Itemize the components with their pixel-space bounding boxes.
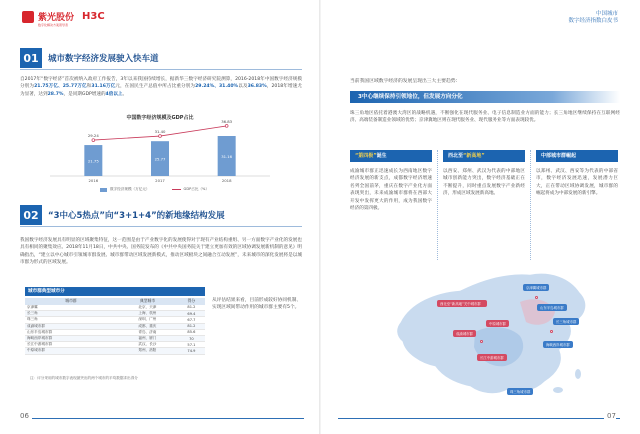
highlight: 29.24%、31.40% (195, 84, 239, 90)
table-header: 城市群 (25, 298, 117, 305)
table-row (25, 348, 205, 354)
highlight: 21.75万亿、25.77万亿 (34, 84, 87, 90)
table-cell: 山东半岛城市群 (25, 329, 117, 335)
map-label-pearl-delta: 珠三角城市群 (507, 388, 533, 395)
chart-title: 中国数字经济规模及GDP占比 (126, 115, 194, 121)
section-1-heading (20, 48, 159, 68)
table-cell: 北京、天津 (117, 305, 178, 311)
map-label-chengyu: 成渝城市群 (453, 330, 476, 337)
table-cell: 福州、厦门 (117, 335, 178, 341)
section-title: 城市数字经济发展驶入快车道 (48, 54, 159, 64)
legend-item-line (172, 187, 210, 192)
logo-h3c: H3C (82, 11, 105, 22)
table-cell: 珠三角 (25, 317, 117, 323)
column-3-heading (536, 150, 618, 162)
china-map-island (553, 387, 563, 393)
map-pin-icon (480, 340, 483, 343)
column-title: 新高地 (466, 153, 482, 159)
legend-label: GDP占比（%） (183, 187, 210, 191)
report-title-line: 中国城市 (595, 11, 618, 17)
map-label-middle-yangtze: 长江中游城市群 (477, 354, 507, 361)
column-title: 中部城市群崛起 (541, 153, 577, 159)
chart-legend (100, 187, 209, 192)
legend-label: 数字经济规模（万亿元） (110, 187, 150, 191)
map-pin-icon (550, 330, 553, 333)
city-cluster-table (25, 298, 205, 355)
table-cell: 81.2 (178, 305, 205, 311)
column-2-heading (443, 150, 525, 162)
map-label-west-strait: 海峡西岸城市群 (543, 341, 573, 348)
column-title: 第四极 (358, 153, 374, 159)
table-title: 城市群典型城市分 (25, 287, 205, 296)
text-run: 自2017年“数字经济”首次被纳入政府工作报告，3年以来我国持续增长，据新华三数字经济研究院测算，2016-2018年中国数字经济规模分别为 (20, 77, 302, 90)
highlight: 31.16万亿 (91, 84, 116, 90)
page-number-right: 07 (604, 412, 616, 420)
section-number: 01 (20, 48, 42, 68)
unis-logo-icon (22, 11, 34, 23)
quote-mark: “ (463, 153, 467, 159)
text-run: 以及 (238, 84, 248, 90)
legend-line-swatch (172, 189, 181, 190)
section-1-paragraph (20, 76, 302, 98)
line-point (159, 135, 162, 138)
table-cell: 74.9 (178, 348, 205, 354)
line-value-label: 29.24 (87, 133, 99, 139)
column-1-body: 成渝城市群正迅速成长为西南地区数字经济发展的新支点，成都数字经济增速名列全国前茅，重庆在数字产业化方面表现突出，未来成渝城市群将在西部大开发中发挥更大的作用，成为我国数字经济的第四极。 (350, 169, 432, 212)
column-title-suffix: 诞生 (376, 153, 387, 159)
footer-line (20, 418, 304, 419)
x-tick-label: 2017 (155, 178, 165, 183)
banner-text: 3中心继续保持引领地位，但发展方向分化 (358, 94, 463, 100)
table-cell: 郑州、洛阳 (117, 348, 178, 354)
section-divider (20, 226, 302, 227)
gdp-chart (0, 118, 320, 188)
table-cell: 上海、杭州 (117, 311, 178, 317)
text-run: 。 (122, 91, 128, 97)
map-label-jingjinji: 京津冀城市群 (523, 284, 549, 291)
table-cell: 70 (178, 335, 205, 341)
table-header: 得分 (178, 298, 205, 305)
x-tick-label: 2016 (88, 178, 99, 183)
map-pin-icon (535, 296, 538, 299)
trend-banner (350, 91, 620, 103)
brand-logo (22, 10, 105, 23)
section-2-heading (20, 205, 225, 225)
table-cell: 中原城市群 (25, 348, 117, 354)
highlight: 36.83% (247, 84, 267, 90)
bar-value-label: 31.16 (221, 154, 233, 159)
table-cell: 成都、重庆 (117, 323, 178, 329)
map-label-yangtze-delta: 长三角城市群 (553, 318, 579, 325)
quote-mark: “ (355, 153, 359, 159)
page-number-left: 06 (20, 412, 32, 420)
section-title: “3中心5热点”向“3+1+4”的新地缘结构发展 (48, 211, 225, 221)
table-cell: 85.6 (178, 329, 205, 335)
china-map (380, 262, 610, 412)
table-cell: 武汉、长沙 (117, 342, 178, 348)
map-label-zhongyuan: 中原城市群 (486, 320, 509, 327)
table-cell: 青岛、济南 (117, 329, 178, 335)
legend-swatch (100, 188, 107, 192)
table-cell: 深圳、广州 (117, 317, 178, 323)
bar-value-label: 25.77 (154, 156, 166, 162)
column-title-prefix: 西北至 (448, 153, 464, 159)
legend-item-bar (100, 187, 150, 192)
map-label-guanzhong: 西北至“新高地”关中城市群 (437, 300, 487, 307)
column-3-body: 以郑州、武汉、西安等为代表的中部省市，数字经济发展迅速，发展潜力巨大，正在带动区域协调发展，城市群的崛起将成为中部发展的新引擎。 (536, 169, 618, 197)
line-value-label: 31.40 (154, 129, 166, 135)
x-tick-label: 2018 (221, 178, 232, 183)
footer-line (338, 418, 620, 419)
section-number: 02 (20, 205, 42, 225)
report-title (568, 11, 618, 25)
line-point (225, 125, 228, 128)
table-cell: 长江中游城市群 (25, 342, 117, 348)
table-note: 注：评分采用的城市数字表现最突出的两个城市的平均数据求出得分 (30, 376, 138, 380)
table-cell: 成渝城市群 (25, 323, 117, 329)
text-run: 和 (86, 84, 92, 90)
section-divider (20, 69, 302, 70)
trends-intro: 当前我国区域数字经济的发展呈现出三大主要趋势： (350, 79, 461, 84)
table-cell: 67.7 (178, 317, 205, 323)
table-cell: 京津冀 (25, 305, 117, 311)
logo-text: 紫光股份 (38, 13, 75, 23)
column-divider (437, 150, 438, 260)
highlight: 28.7% (47, 91, 64, 97)
bar-value-label: 21.75 (87, 158, 99, 164)
text-run: ，是同期GDP增速的 (63, 91, 106, 97)
table-side-text: 从评估结果来看，目前形成较好协同机制、实现区域间带动作用的城市群主要有5个。 (212, 298, 302, 311)
logo-subtitle: 数字化解决方案领导者 (38, 23, 69, 27)
column-1-heading (350, 150, 432, 162)
table-cell: 81.2 (178, 323, 205, 329)
column-2-body: 以西安、郑州、武汉为代表的中部地区城市创新能力突出，数字经济基础正在不断提升，同时重点发展数字产业新经济，形成区域发展新高地。 (443, 169, 525, 197)
table-cell: 长三角 (25, 311, 117, 317)
quote-mark: ” (481, 153, 485, 159)
table-header: 典型城市 (117, 298, 178, 305)
table-cell: 海峡西岸城市群 (25, 335, 117, 341)
table-cell: 57.1 (178, 342, 205, 348)
trend-paragraph: 珠三角地区依托着港澳大湾区的战略机遇，不断强化在现代服务业、电子信息制造业方面的能力；长三角地区继续保持在互联网经济、高端装备制造业领域的优势；京津冀地区则在现代服务业、现代服务业等方面表现较优。 (350, 111, 620, 124)
table-cell: 69.4 (178, 311, 205, 317)
section-2-paragraph: 我国数字经济发展具有明显的区域聚集特征，这一范围是由于产业数字化的发展使得对于现有产业结构重组、另一方面数字产业化的发展也具有相同的聚集效应。2018年11月18日，中共中央、国务院发布的《中共中央国务院关于建立更加有效的区域协调发展新机制的意见》明确指出，“建立以中心城市引领城市群发展、城市群带动区域发展新模式，推动区域板块之间融合互动发展”，未来城市的深化发展将是以城市群为形式的区域发展。 (20, 238, 302, 266)
china-map-island (575, 369, 581, 379)
book-spine (319, 0, 321, 434)
report-title-line: 数字经济指数白皮书 (568, 18, 618, 24)
map-label-shandong: 山东半岛城市群 (537, 304, 567, 311)
column-divider (530, 150, 531, 260)
quote-mark: ” (373, 153, 377, 159)
line-value-label: 36.83 (221, 118, 233, 124)
text-run: 元，在国民生产总值中所占比重分别为 (115, 84, 196, 90)
line-point (92, 139, 95, 142)
highlight: 4倍以上 (105, 91, 123, 97)
text-run: ，2018年增速尤为显著，达到 (20, 84, 302, 97)
